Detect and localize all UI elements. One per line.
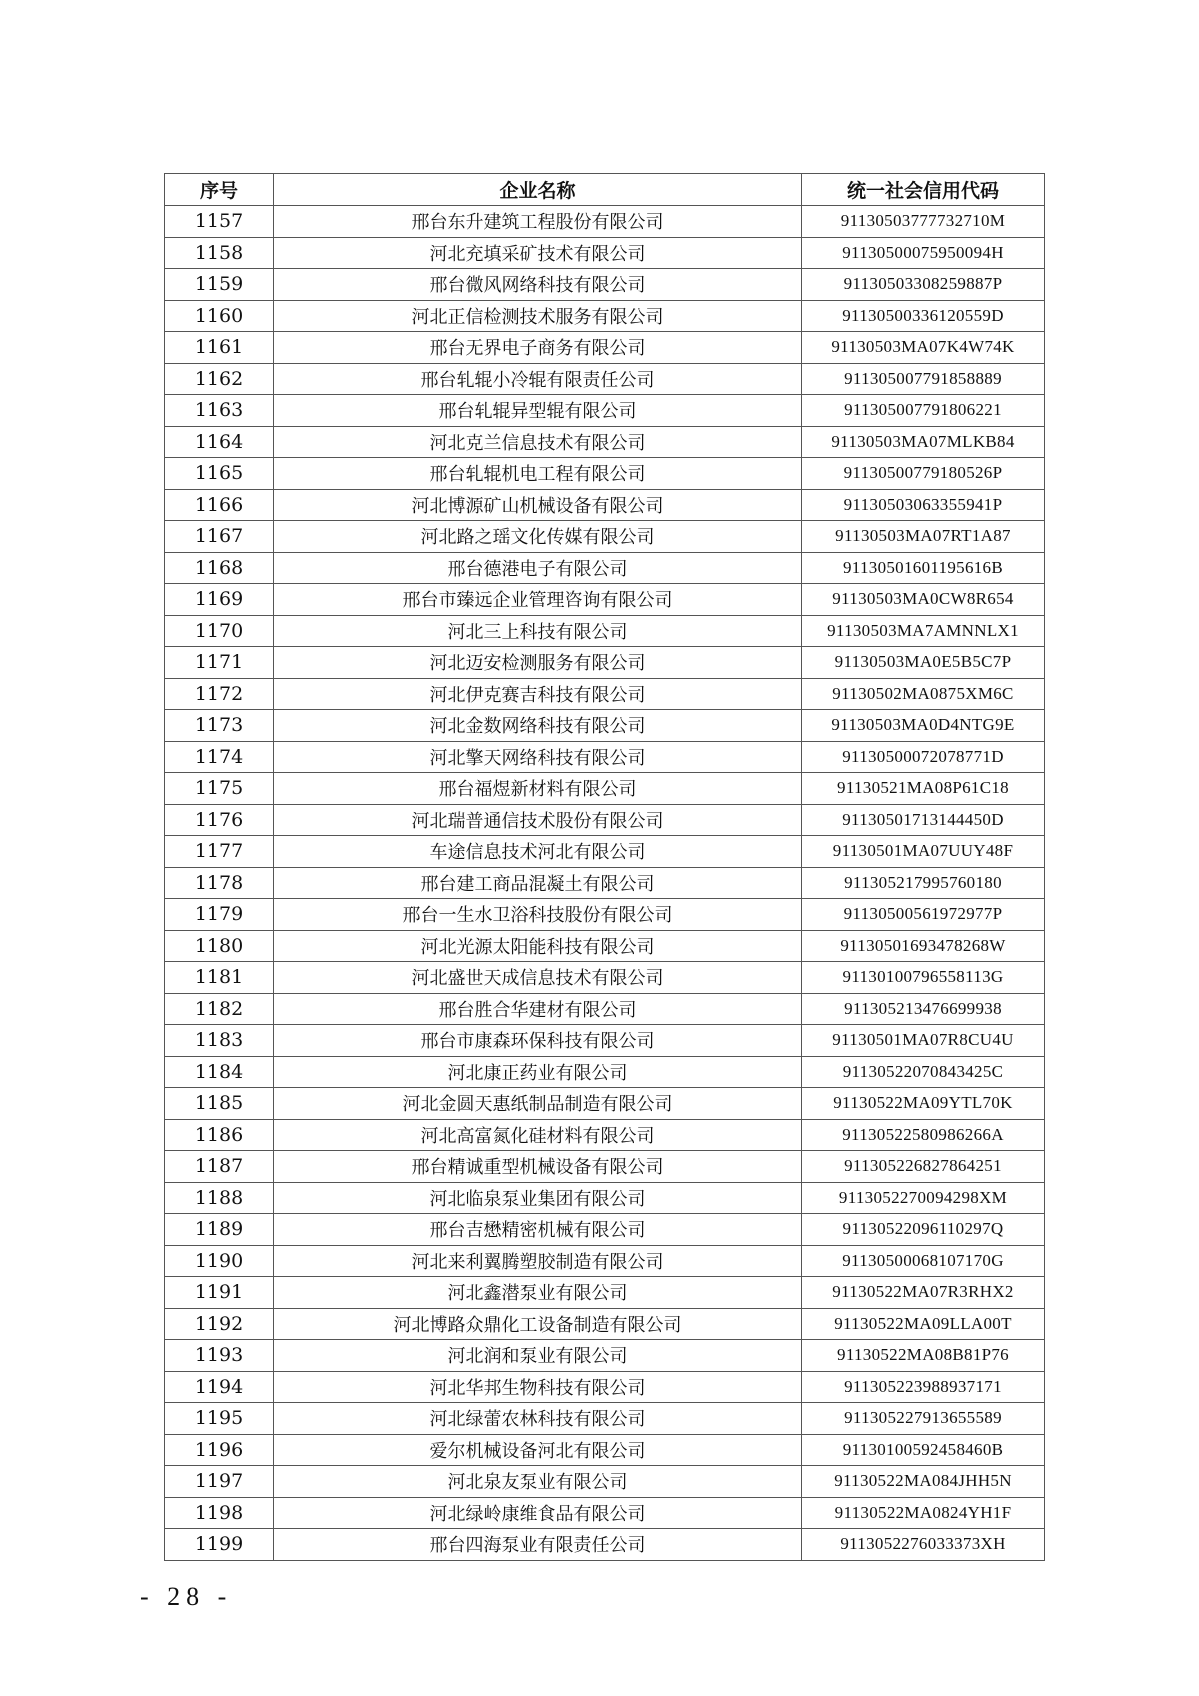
row-company-name: 河北润和泵业有限公司 [274, 1340, 802, 1372]
table-row [165, 1529, 1045, 1561]
table-row [165, 206, 1045, 238]
row-credit-code: 91130503MA7AMNNLX1 [802, 615, 1045, 647]
row-seq: 1186 [165, 1119, 274, 1151]
table-row [165, 584, 1045, 616]
table-row [165, 678, 1045, 710]
row-company-name: 邢台东升建筑工程股份有限公司 [274, 206, 802, 238]
row-credit-code: 91130522MA07R3RHX2 [802, 1277, 1045, 1309]
row-company-name: 邢台轧辊小冷辊有限责任公司 [274, 363, 802, 395]
header-credit-code: 统一社会信用代码 [802, 174, 1045, 206]
row-credit-code: 91130522070843425C [802, 1056, 1045, 1088]
row-company-name: 邢台德港电子有限公司 [274, 552, 802, 584]
header-seq: 序号 [165, 174, 274, 206]
row-company-name: 邢台轧辊异型辊有限公司 [274, 395, 802, 427]
row-seq: 1172 [165, 678, 274, 710]
row-credit-code: 911305007791806221 [802, 395, 1045, 427]
row-company-name: 河北盛世天成信息技术有限公司 [274, 962, 802, 994]
row-company-name: 河北瑞普通信技术股份有限公司 [274, 804, 802, 836]
row-seq: 1163 [165, 395, 274, 427]
table-row [165, 1277, 1045, 1309]
row-seq: 1193 [165, 1340, 274, 1372]
row-company-name: 河北伊克赛吉科技有限公司 [274, 678, 802, 710]
row-credit-code: 91130500779180526P [802, 458, 1045, 490]
row-credit-code: 911305217995760180 [802, 867, 1045, 899]
table-row [165, 269, 1045, 301]
row-seq: 1160 [165, 300, 274, 332]
row-credit-code: 91130503MA07K4W74K [802, 332, 1045, 364]
row-seq: 1178 [165, 867, 274, 899]
table-row [165, 1214, 1045, 1246]
row-seq: 1168 [165, 552, 274, 584]
table-row [165, 1434, 1045, 1466]
header-company-name: 企业名称 [274, 174, 802, 206]
row-seq: 1176 [165, 804, 274, 836]
row-credit-code: 91130522MA0824YH1F [802, 1497, 1045, 1529]
row-company-name: 邢台微风网络科技有限公司 [274, 269, 802, 301]
row-company-name: 邢台市臻远企业管理咨询有限公司 [274, 584, 802, 616]
row-credit-code: 91130503063355941P [802, 489, 1045, 521]
row-company-name: 邢台无界电子商务有限公司 [274, 332, 802, 364]
table-row [165, 521, 1045, 553]
table-row [165, 395, 1045, 427]
row-seq: 1158 [165, 237, 274, 269]
row-seq: 1182 [165, 993, 274, 1025]
table-row [165, 489, 1045, 521]
row-credit-code: 91130100796558113G [802, 962, 1045, 994]
row-credit-code: 911305226827864251 [802, 1151, 1045, 1183]
row-seq: 1194 [165, 1371, 274, 1403]
table-row [165, 1088, 1045, 1120]
row-company-name: 邢台吉懋精密机械有限公司 [274, 1214, 802, 1246]
table-row [165, 237, 1045, 269]
table-row [165, 615, 1045, 647]
row-company-name: 河北三上科技有限公司 [274, 615, 802, 647]
row-credit-code: 91130503MA07RT1A87 [802, 521, 1045, 553]
row-company-name: 邢台市康森环保科技有限公司 [274, 1025, 802, 1057]
row-credit-code: 91130501693478268W [802, 930, 1045, 962]
row-company-name: 邢台福煜新材料有限公司 [274, 773, 802, 805]
row-company-name: 河北鑫潜泵业有限公司 [274, 1277, 802, 1309]
row-credit-code: 911305213476699938 [802, 993, 1045, 1025]
row-seq: 1164 [165, 426, 274, 458]
row-seq: 1183 [165, 1025, 274, 1057]
row-company-name: 河北博源矿山机械设备有限公司 [274, 489, 802, 521]
table-row [165, 1497, 1045, 1529]
row-company-name: 河北迈安检测服务有限公司 [274, 647, 802, 679]
row-credit-code: 91130503777732710M [802, 206, 1045, 238]
row-credit-code: 91130500561972977P [802, 899, 1045, 931]
row-seq: 1197 [165, 1466, 274, 1498]
table-row [165, 1340, 1045, 1372]
row-seq: 1184 [165, 1056, 274, 1088]
table-row [165, 741, 1045, 773]
row-company-name: 河北克兰信息技术有限公司 [274, 426, 802, 458]
row-seq: 1181 [165, 962, 274, 994]
table-row [165, 1151, 1045, 1183]
table-row [165, 300, 1045, 332]
row-seq: 1177 [165, 836, 274, 868]
row-seq: 1199 [165, 1529, 274, 1561]
row-seq: 1161 [165, 332, 274, 364]
row-seq: 1180 [165, 930, 274, 962]
row-company-name: 邢台轧辊机电工程有限公司 [274, 458, 802, 490]
row-credit-code: 91130501601195616B [802, 552, 1045, 584]
row-credit-code: 91130100592458460B [802, 1434, 1045, 1466]
row-seq: 1159 [165, 269, 274, 301]
row-company-name: 河北博路众鼎化工设备制造有限公司 [274, 1308, 802, 1340]
row-company-name: 河北路之瑶文化传媒有限公司 [274, 521, 802, 553]
row-seq: 1188 [165, 1182, 274, 1214]
row-seq: 1175 [165, 773, 274, 805]
table-row [165, 1119, 1045, 1151]
row-credit-code: 91130503MA07MLKB84 [802, 426, 1045, 458]
table-row [165, 993, 1045, 1025]
row-credit-code: 91130522MA084JHH5N [802, 1466, 1045, 1498]
row-credit-code: 91130521MA08P61C18 [802, 773, 1045, 805]
row-seq: 1198 [165, 1497, 274, 1529]
table-row [165, 1182, 1045, 1214]
row-seq: 1167 [165, 521, 274, 553]
row-seq: 1171 [165, 647, 274, 679]
row-seq: 1173 [165, 710, 274, 742]
row-company-name: 河北金圆天惠纸制品制造有限公司 [274, 1088, 802, 1120]
row-credit-code: 911305223988937171 [802, 1371, 1045, 1403]
page-number: - 28 - [140, 1582, 233, 1611]
row-credit-code: 91130522MA09YTL70K [802, 1088, 1045, 1120]
enterprise-table [164, 173, 1045, 1561]
row-seq: 1189 [165, 1214, 274, 1246]
table-row [165, 1403, 1045, 1435]
row-company-name: 爱尔机械设备河北有限公司 [274, 1434, 802, 1466]
table-row [165, 867, 1045, 899]
table-row [165, 363, 1045, 395]
row-seq: 1162 [165, 363, 274, 395]
row-company-name: 河北华邦生物科技有限公司 [274, 1371, 802, 1403]
table-row [165, 1308, 1045, 1340]
row-seq: 1192 [165, 1308, 274, 1340]
row-company-name: 河北来利翼腾塑胶制造有限公司 [274, 1245, 802, 1277]
row-company-name: 邢台胜合华建材有限公司 [274, 993, 802, 1025]
row-seq: 1190 [165, 1245, 274, 1277]
row-credit-code: 91130502MA0875XM6C [802, 678, 1045, 710]
row-credit-code: 91130500336120559D [802, 300, 1045, 332]
row-seq: 1195 [165, 1403, 274, 1435]
table-row [165, 458, 1045, 490]
table-row [165, 1025, 1045, 1057]
row-credit-code: 91130522MA09LLA00T [802, 1308, 1045, 1340]
row-credit-code: 91130522096110297Q [802, 1214, 1045, 1246]
row-credit-code: 91130522MA08B81P76 [802, 1340, 1045, 1372]
table-row [165, 426, 1045, 458]
row-credit-code: 911305007791858889 [802, 363, 1045, 395]
row-credit-code: 9113052270094298XM [802, 1182, 1045, 1214]
row-credit-code: 91130501713144450D [802, 804, 1045, 836]
row-seq: 1187 [165, 1151, 274, 1183]
table-row [165, 647, 1045, 679]
table-row [165, 930, 1045, 962]
row-credit-code: 91130500072078771D [802, 741, 1045, 773]
row-credit-code: 91130500075950094H [802, 237, 1045, 269]
row-company-name: 河北泉友泵业有限公司 [274, 1466, 802, 1498]
row-company-name: 车途信息技术河北有限公司 [274, 836, 802, 868]
table-row [165, 332, 1045, 364]
row-company-name: 河北绿蕾农林科技有限公司 [274, 1403, 802, 1435]
row-seq: 1179 [165, 899, 274, 931]
row-credit-code: 91130501MA07UUY48F [802, 836, 1045, 868]
row-credit-code: 91130503MA0CW8R654 [802, 584, 1045, 616]
row-seq: 1185 [165, 1088, 274, 1120]
row-company-name: 河北擎天网络科技有限公司 [274, 741, 802, 773]
table-row [165, 1466, 1045, 1498]
table-row [165, 962, 1045, 994]
row-company-name: 邢台四海泵业有限责任公司 [274, 1529, 802, 1561]
row-company-name: 河北临泉泵业集团有限公司 [274, 1182, 802, 1214]
table-row [165, 1056, 1045, 1088]
table-row [165, 836, 1045, 868]
row-company-name: 河北光源太阳能科技有限公司 [274, 930, 802, 962]
row-seq: 1196 [165, 1434, 274, 1466]
row-seq: 1165 [165, 458, 274, 490]
row-seq: 1157 [165, 206, 274, 238]
row-credit-code: 91130501MA07R8CU4U [802, 1025, 1045, 1057]
table-header-row [165, 174, 1045, 206]
row-seq: 1170 [165, 615, 274, 647]
row-credit-code: 91130503308259887P [802, 269, 1045, 301]
row-company-name: 河北绿岭康维食品有限公司 [274, 1497, 802, 1529]
row-credit-code: 91130522580986266A [802, 1119, 1045, 1151]
table-row [165, 710, 1045, 742]
row-seq: 1166 [165, 489, 274, 521]
table-row [165, 899, 1045, 931]
row-company-name: 河北正信检测技术服务有限公司 [274, 300, 802, 332]
row-seq: 1174 [165, 741, 274, 773]
row-company-name: 邢台一生水卫浴科技股份有限公司 [274, 899, 802, 931]
row-company-name: 河北充填采矿技术有限公司 [274, 237, 802, 269]
row-credit-code: 91130503MA0E5B5C7P [802, 647, 1045, 679]
row-company-name: 河北高富氮化硅材料有限公司 [274, 1119, 802, 1151]
row-seq: 1191 [165, 1277, 274, 1309]
table-row [165, 804, 1045, 836]
table-row [165, 1371, 1045, 1403]
row-company-name: 邢台精诚重型机械设备有限公司 [274, 1151, 802, 1183]
row-seq: 1169 [165, 584, 274, 616]
row-company-name: 河北金数网络科技有限公司 [274, 710, 802, 742]
table-row [165, 773, 1045, 805]
row-company-name: 河北康正药业有限公司 [274, 1056, 802, 1088]
row-credit-code: 91130503MA0D4NTG9E [802, 710, 1045, 742]
row-credit-code: 9113052276033373XH [802, 1529, 1045, 1561]
row-credit-code: 91130500068107170G [802, 1245, 1045, 1277]
table-row [165, 1245, 1045, 1277]
table-row [165, 552, 1045, 584]
row-company-name: 邢台建工商品混凝土有限公司 [274, 867, 802, 899]
row-credit-code: 911305227913655589 [802, 1403, 1045, 1435]
